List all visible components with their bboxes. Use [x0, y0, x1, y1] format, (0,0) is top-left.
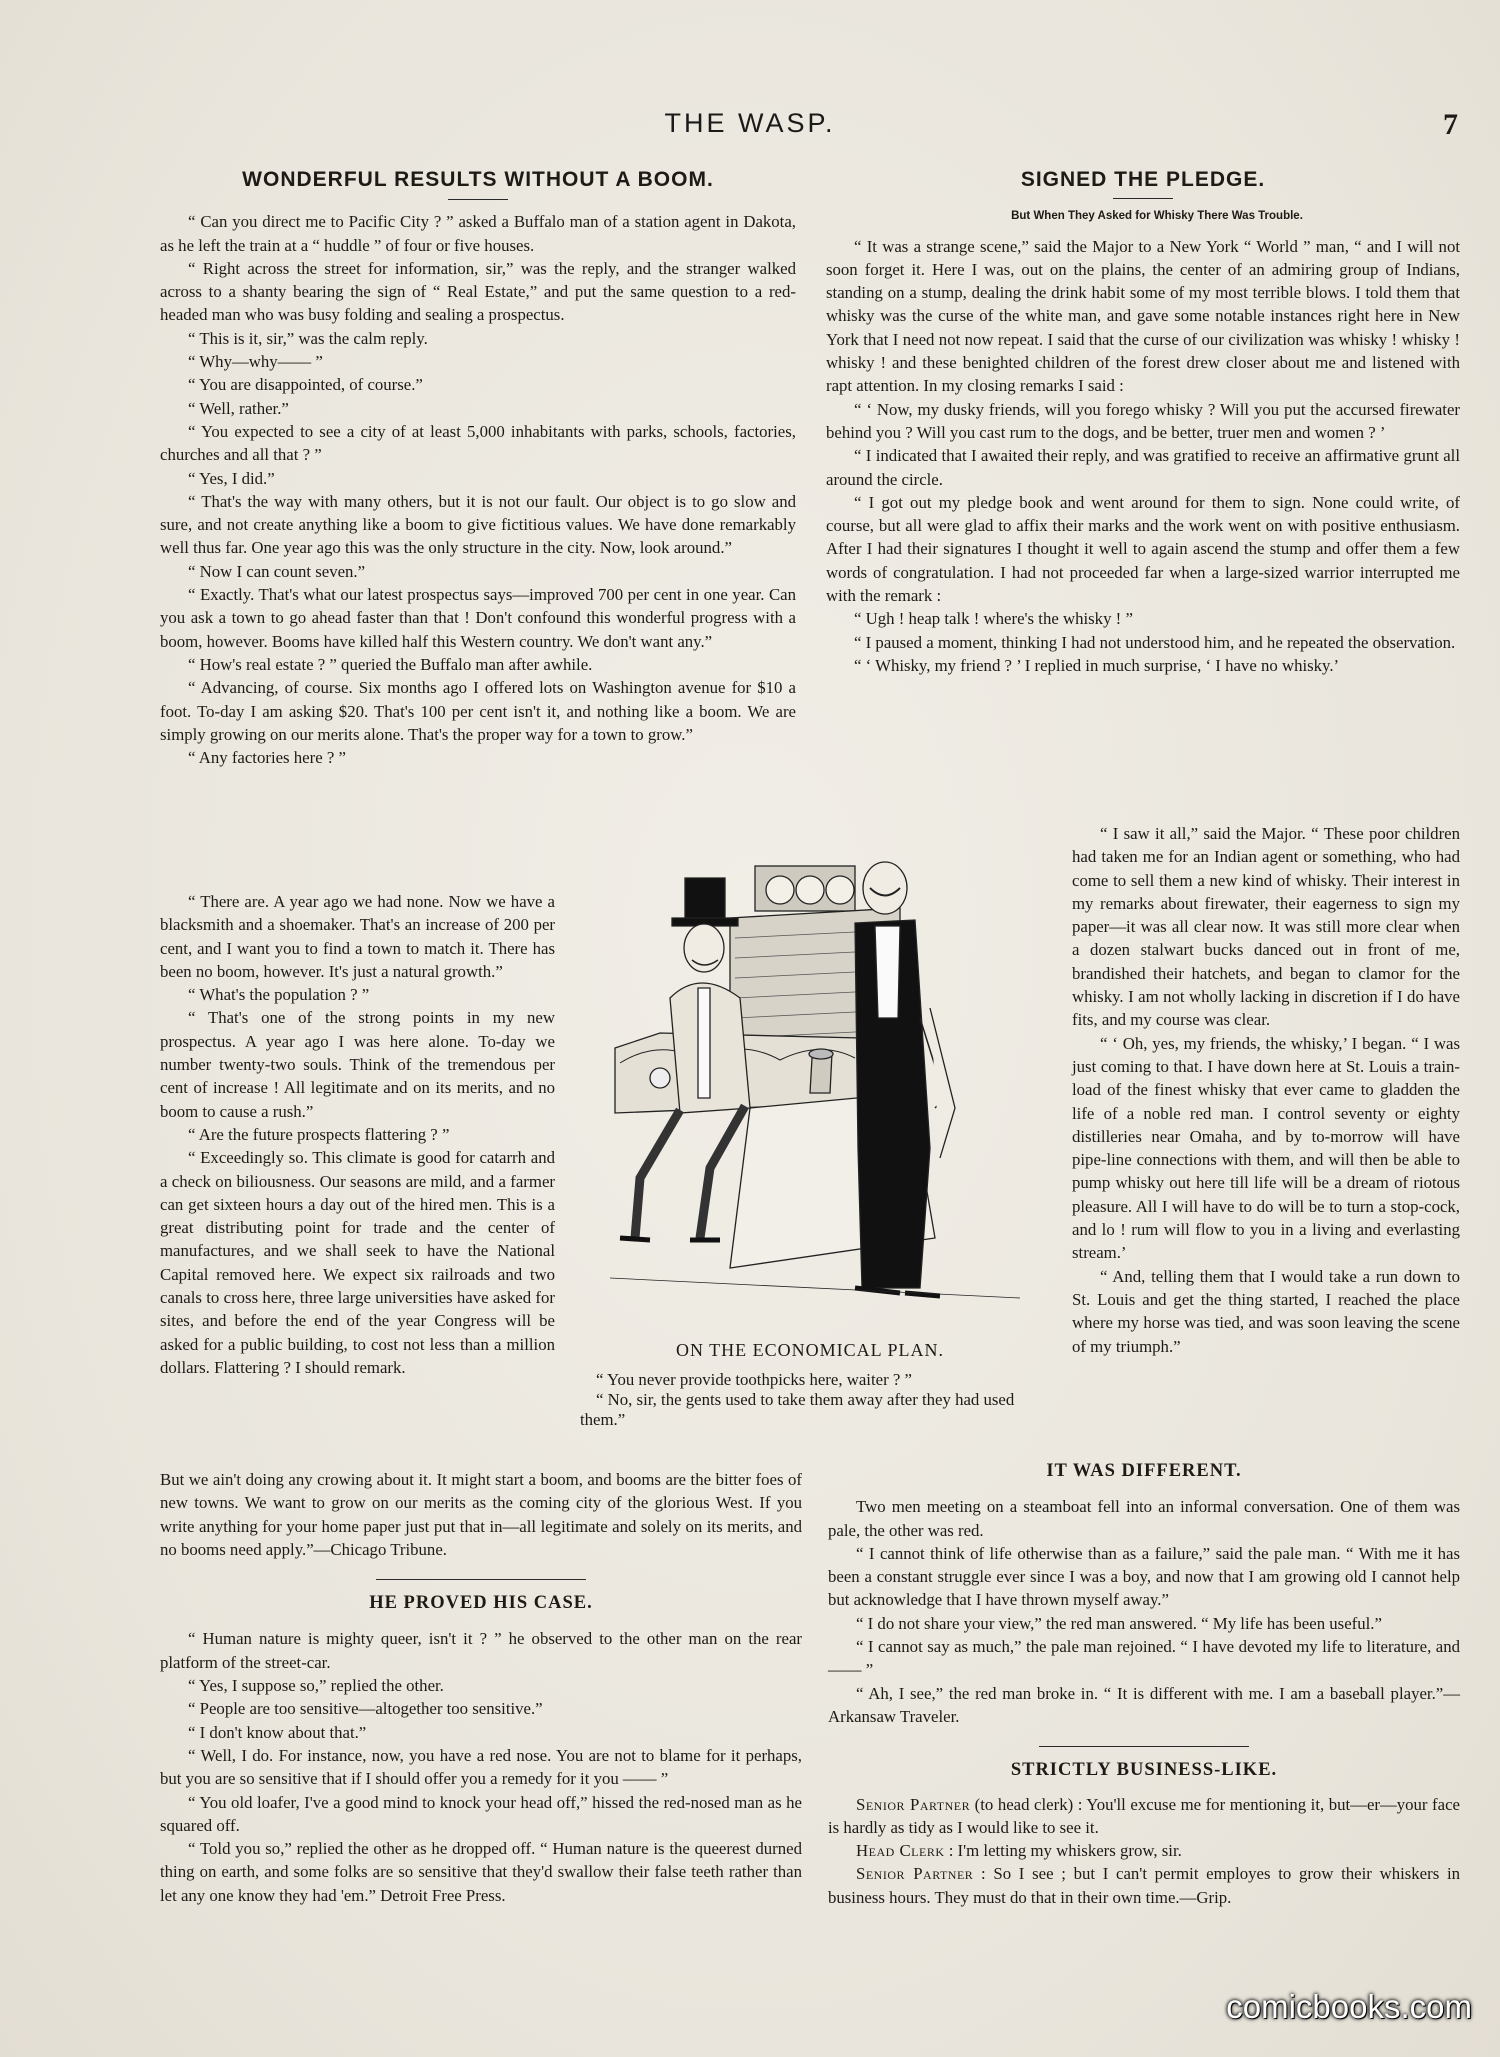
speaker: Senior Partner	[856, 1864, 974, 1884]
paragraph: “ Yes, I suppose so,” replied the other.	[188, 1676, 444, 1696]
title-rule	[1113, 198, 1173, 199]
paragraph: “ What's the population ? ”	[188, 985, 370, 1005]
paragraph: “ There are. A year ago we had none. Now we have a blacksmith and a shoemaker. That's an increase of 200 per cent, and I want you to find a town to match it. There has been no boom, however. It's just a natural growth.”	[160, 892, 555, 981]
paragraph: “ ‘ Whisky, my friend ? ’ I replied in much surprise, ‘ I have no whisky.’	[854, 655, 1340, 675]
speaker: Head Clerk	[856, 1841, 945, 1861]
title-rule	[448, 199, 508, 200]
paragraph: “ Any factories here ? ”	[188, 748, 346, 768]
section-rule	[1039, 1746, 1249, 1747]
paragraph: “ I indicated that I awaited their reply, and was gratified to receive an affirmative grunt all around the circle.	[826, 446, 1460, 489]
masthead-title: THE WASP.	[664, 108, 836, 138]
caption-line: “ No, sir, the gents used to take them away after they had used them.”	[580, 1390, 1015, 1429]
paragraph: “ Exceedingly so. This climate is good for catarrh and a check on biliousness. Our seasons are mild, and a farmer can get sixteen hours a day out of the hired men. This is a great distributing point for trade and the center of manufactures, and we shall seek to have the National Capital removed here. We expect six railroads and two canals to cross here, three large universities have asked for sites, and before the end of the year Congress will be asked for a public building, to cost not less than a million dollars. Flattering ? I should remark.	[160, 1148, 555, 1377]
paragraph: “ I do not share your view,” the red man answered. “ My life has been useful.”	[856, 1613, 1382, 1633]
paragraph: “ How's real estate ? ” queried the Buffalo man after awhile.	[188, 654, 593, 674]
paragraph: “ You old loafer, I've a good mind to knock your head off,” hissed the red-nosed man as he squared off.	[160, 1792, 802, 1835]
dialogue-text: : So I see ; but I can't permit employes to grow their whiskers in business hours. They must do that in their own time.—Grip.	[828, 1864, 1460, 1907]
paragraph: But we ain't doing any crowing about it. It might start a boom, and booms are the bitter foes of new towns. We want to grow on our merits as the coming city of the glorious West. If you write anything for your home paper just put that in—all legitimate and solely on its merits, and no booms need apply.”—Chicago Tribune.	[160, 1470, 802, 1559]
article-signed-the-pledge-narrow	[1072, 822, 1460, 1358]
paragraph: “ I don't know about that.”	[188, 1722, 367, 1742]
paragraph: “ I cannot say as much,” the pale man rejoined. “ I have devoted my life to literature, and —— ”	[828, 1637, 1460, 1680]
paragraph: “ Well, rather.”	[188, 398, 289, 418]
paragraph: “ I paused a moment, thinking I had not understood him, and he repeated the observation.	[854, 632, 1456, 652]
illustration-title: ON THE ECONOMICAL PLAN.	[676, 1340, 944, 1360]
paragraph: “ That's one of the strong points in my new prospectus. A year ago I was here alone. To-day we number twenty-two souls. Think of the tremendous per cent of increase ! All legitimate and on its merits, and no boom to cause a rush.”	[160, 1008, 555, 1121]
paragraph: “ ‘ Now, my dusky friends, will you forego whisky ? Will you put the accursed firewater behind you ? Will you cast rum to the dogs, and be better, truer men and women ? ’	[826, 399, 1460, 442]
article-signed-the-pledge	[826, 168, 1460, 677]
paragraph: “ This is it, sir,” was the calm reply.	[188, 328, 428, 348]
dialogue-line	[828, 1862, 1460, 1909]
paragraph: “ People are too sensitive—altogether too sensitive.”	[188, 1699, 543, 1719]
paragraph: “ Told you so,” replied the other as he dropped off. “ Human nature is the queerest durned thing on earth, and some folks are so sensitive that they'd swallow their false teeth rather than let any one know they had 'em.” Detroit Free Press.	[160, 1839, 802, 1905]
article-wonderful-results	[160, 168, 796, 769]
paragraph: “ Now I can count seven.”	[188, 561, 366, 581]
paragraph: “ Ugh ! heap talk ! where's the whisky ! ”	[854, 609, 1133, 629]
page-number: 7	[1443, 108, 1458, 141]
paragraph: “ Are the future prospects flattering ? ”	[188, 1124, 450, 1144]
section-rule	[376, 1579, 586, 1580]
paragraph: “ Exactly. That's what our latest prospectus says—improved 700 per cent in one year. Can you ask a town to go ahead faster than that ! Don't confound this wonderful progress with a boom, however. Booms have killed half this Western country. We don't want any.”	[160, 585, 796, 651]
article-title: SIGNED THE PLEDGE.	[1020, 168, 1266, 191]
paragraph: “ Ah, I see,” the red man broke in. “ It is different with me. I am a baseball player.”—Arkansaw Traveler.	[828, 1683, 1460, 1726]
paragraph: “ And, telling them that I would take a run down to St. Louis and get the thing started, I reached the place where my horse was tied, and was soon leaving the scene of my triumph.”	[1072, 1266, 1460, 1356]
paragraph: “ Yes, I did.”	[188, 468, 275, 488]
paragraph: “ Why—why—— ”	[188, 352, 323, 372]
paragraph: Two men meeting on a steamboat fell into an informal conversation. One of them was pale, the other was red.	[828, 1497, 1460, 1540]
article-title: HE PROVED HIS CASE.	[369, 1593, 593, 1614]
restaurant-illustration	[600, 848, 1030, 1328]
paragraph: “ Human nature is mighty queer, isn't it ? ” he observed to the other man on the rear platform of the street-car.	[160, 1629, 802, 1672]
paragraph: “ Right across the street for information, sir,” was the reply, and the stranger walked across to a shanty bearing the sign of “ Real Estate,” and put the same question to a red-headed man who was busy folding and sealing a prospectus.	[160, 258, 796, 325]
speaker: Senior Partner	[856, 1794, 971, 1814]
article-title: STRICTLY BUSINESS-LIKE.	[1010, 1760, 1278, 1781]
dialogue-line	[828, 1793, 1460, 1840]
caption-line: “ You never provide toothpicks here, waiter ? ”	[596, 1370, 912, 1389]
paragraph: “ That's the way with many others, but it is not our fault. Our object is to go slow and sure, and not create anything like a boom to give fictitious values. We have done remarkably well thus far. One year ago this was the only structure in the city. Now, look around.”	[160, 491, 796, 558]
paragraph: “ I got out my pledge book and went around for them to sign. None could write, of course, but all were glad to affix their marks and the work went on with positive enthusiasm. After I had their signatures I thought it well to again ascend the stump and offer them a few words of congratulation. I had not proceeded far when a large-sized warrior interrupted me with the remark :	[826, 492, 1460, 606]
watermark: comicbooks.com	[1226, 1988, 1472, 2025]
article-it-was-different	[828, 1460, 1460, 1909]
article-wonderful-results-end	[160, 1468, 802, 1907]
paragraph: “ Well, I do. For instance, now, you have a red nose. You are not to blame for it perhaps, but you are so sensitive that if I should offer you a remedy for it you —— ”	[160, 1745, 802, 1789]
article-subtitle: But When They Asked for Whisky There Was Trouble.	[1011, 210, 1303, 223]
paragraph: “ Advancing, of course. Six months ago I offered lots on Washington avenue for $10 a foot. To-day I am asking $20. That's 100 per cent isn't it, and nothing like a boom. We are simply growing on our merits alone. That's the proper way for a town to grow.”	[160, 678, 796, 744]
dialogue-text: : I'm letting my whiskers grow, sir.	[944, 1841, 1182, 1861]
paragraph: “ I cannot think of life otherwise than as a failure,” said the pale man. “ With me it has been a constant struggle ever since I was a boy, and now that I am growing old I cannot help but acknowledge that I have thrown myself away.”	[828, 1543, 1460, 1610]
dialogue-line	[828, 1839, 1460, 1862]
dialogue-text: (to head clerk) : You'll excuse me for mentioning it, but—er—your face is hardly as tidy as I would like to see it.	[828, 1794, 1460, 1837]
article-title: WONDERFUL RESULTS WITHOUT A BOOM.	[242, 168, 714, 191]
paragraph: “ I saw it all,” said the Major. “ These poor children had taken me for an Indian agent or something, who had come to sell them a new kind of whisky. Their interest in my remarks about firewater, their eagerness to sign my paper—it was all clear now. It was still more clear when a dozen stalwart bucks danced out in front of me, brandished their hatchets, and began to clamor for the whisky. I am not wholly lacking in discretion if I do have fits, and my course was clear.	[1072, 824, 1460, 1030]
article-wonderful-results-narrow	[160, 890, 555, 1379]
paragraph: “ ‘ Oh, yes, my friends, the whisky,’ I began. “ I was just coming to that. I have down here at St. Louis a train-load of the finest whisky that ever came to gladden the life of a noble red man. I control seventy or eighty distilleries near Omaha, and by to-morrow will have pipe-line connections with them, and will then be able to pump whisky out here till life will be a dream of riotous pleasure. All I will have to do will be to turn a stop-cock, and lo ! rum will flow to you in a living and everlasting stream.’	[1072, 1033, 1460, 1263]
illustration-caption	[580, 1370, 1035, 1430]
paragraph: “ It was a strange scene,” said the Major to a New York “ World ” man, “ and I will not soon forget it. Here I was, out on the plains, the center of an admiring group of Indians, standing on a stump, dealing the drink habit some of my most terrible blows. I told them that whisky was the curse of the white man, and gave some notable instances right here in New York that I need not now repeat. I said that the curse of our civilization was whisky ! whisky ! whisky ! and these benighted children of the forest drew closer about me and listened with rapt attention. In my closing remarks I said :	[826, 236, 1460, 396]
article-title: IT WAS DIFFERENT.	[1046, 1461, 1242, 1481]
paragraph: “ Can you direct me to Pacific City ? ” asked a Buffalo man of a station agent in Dakota, as he left the train at a “ huddle ” of four or five houses.	[160, 212, 796, 255]
paragraph: “ You expected to see a city of at least 5,000 inhabitants with parks, schools, factories, churches and all that ? ”	[160, 421, 796, 465]
paragraph: “ You are disappointed, of course.”	[188, 375, 423, 395]
